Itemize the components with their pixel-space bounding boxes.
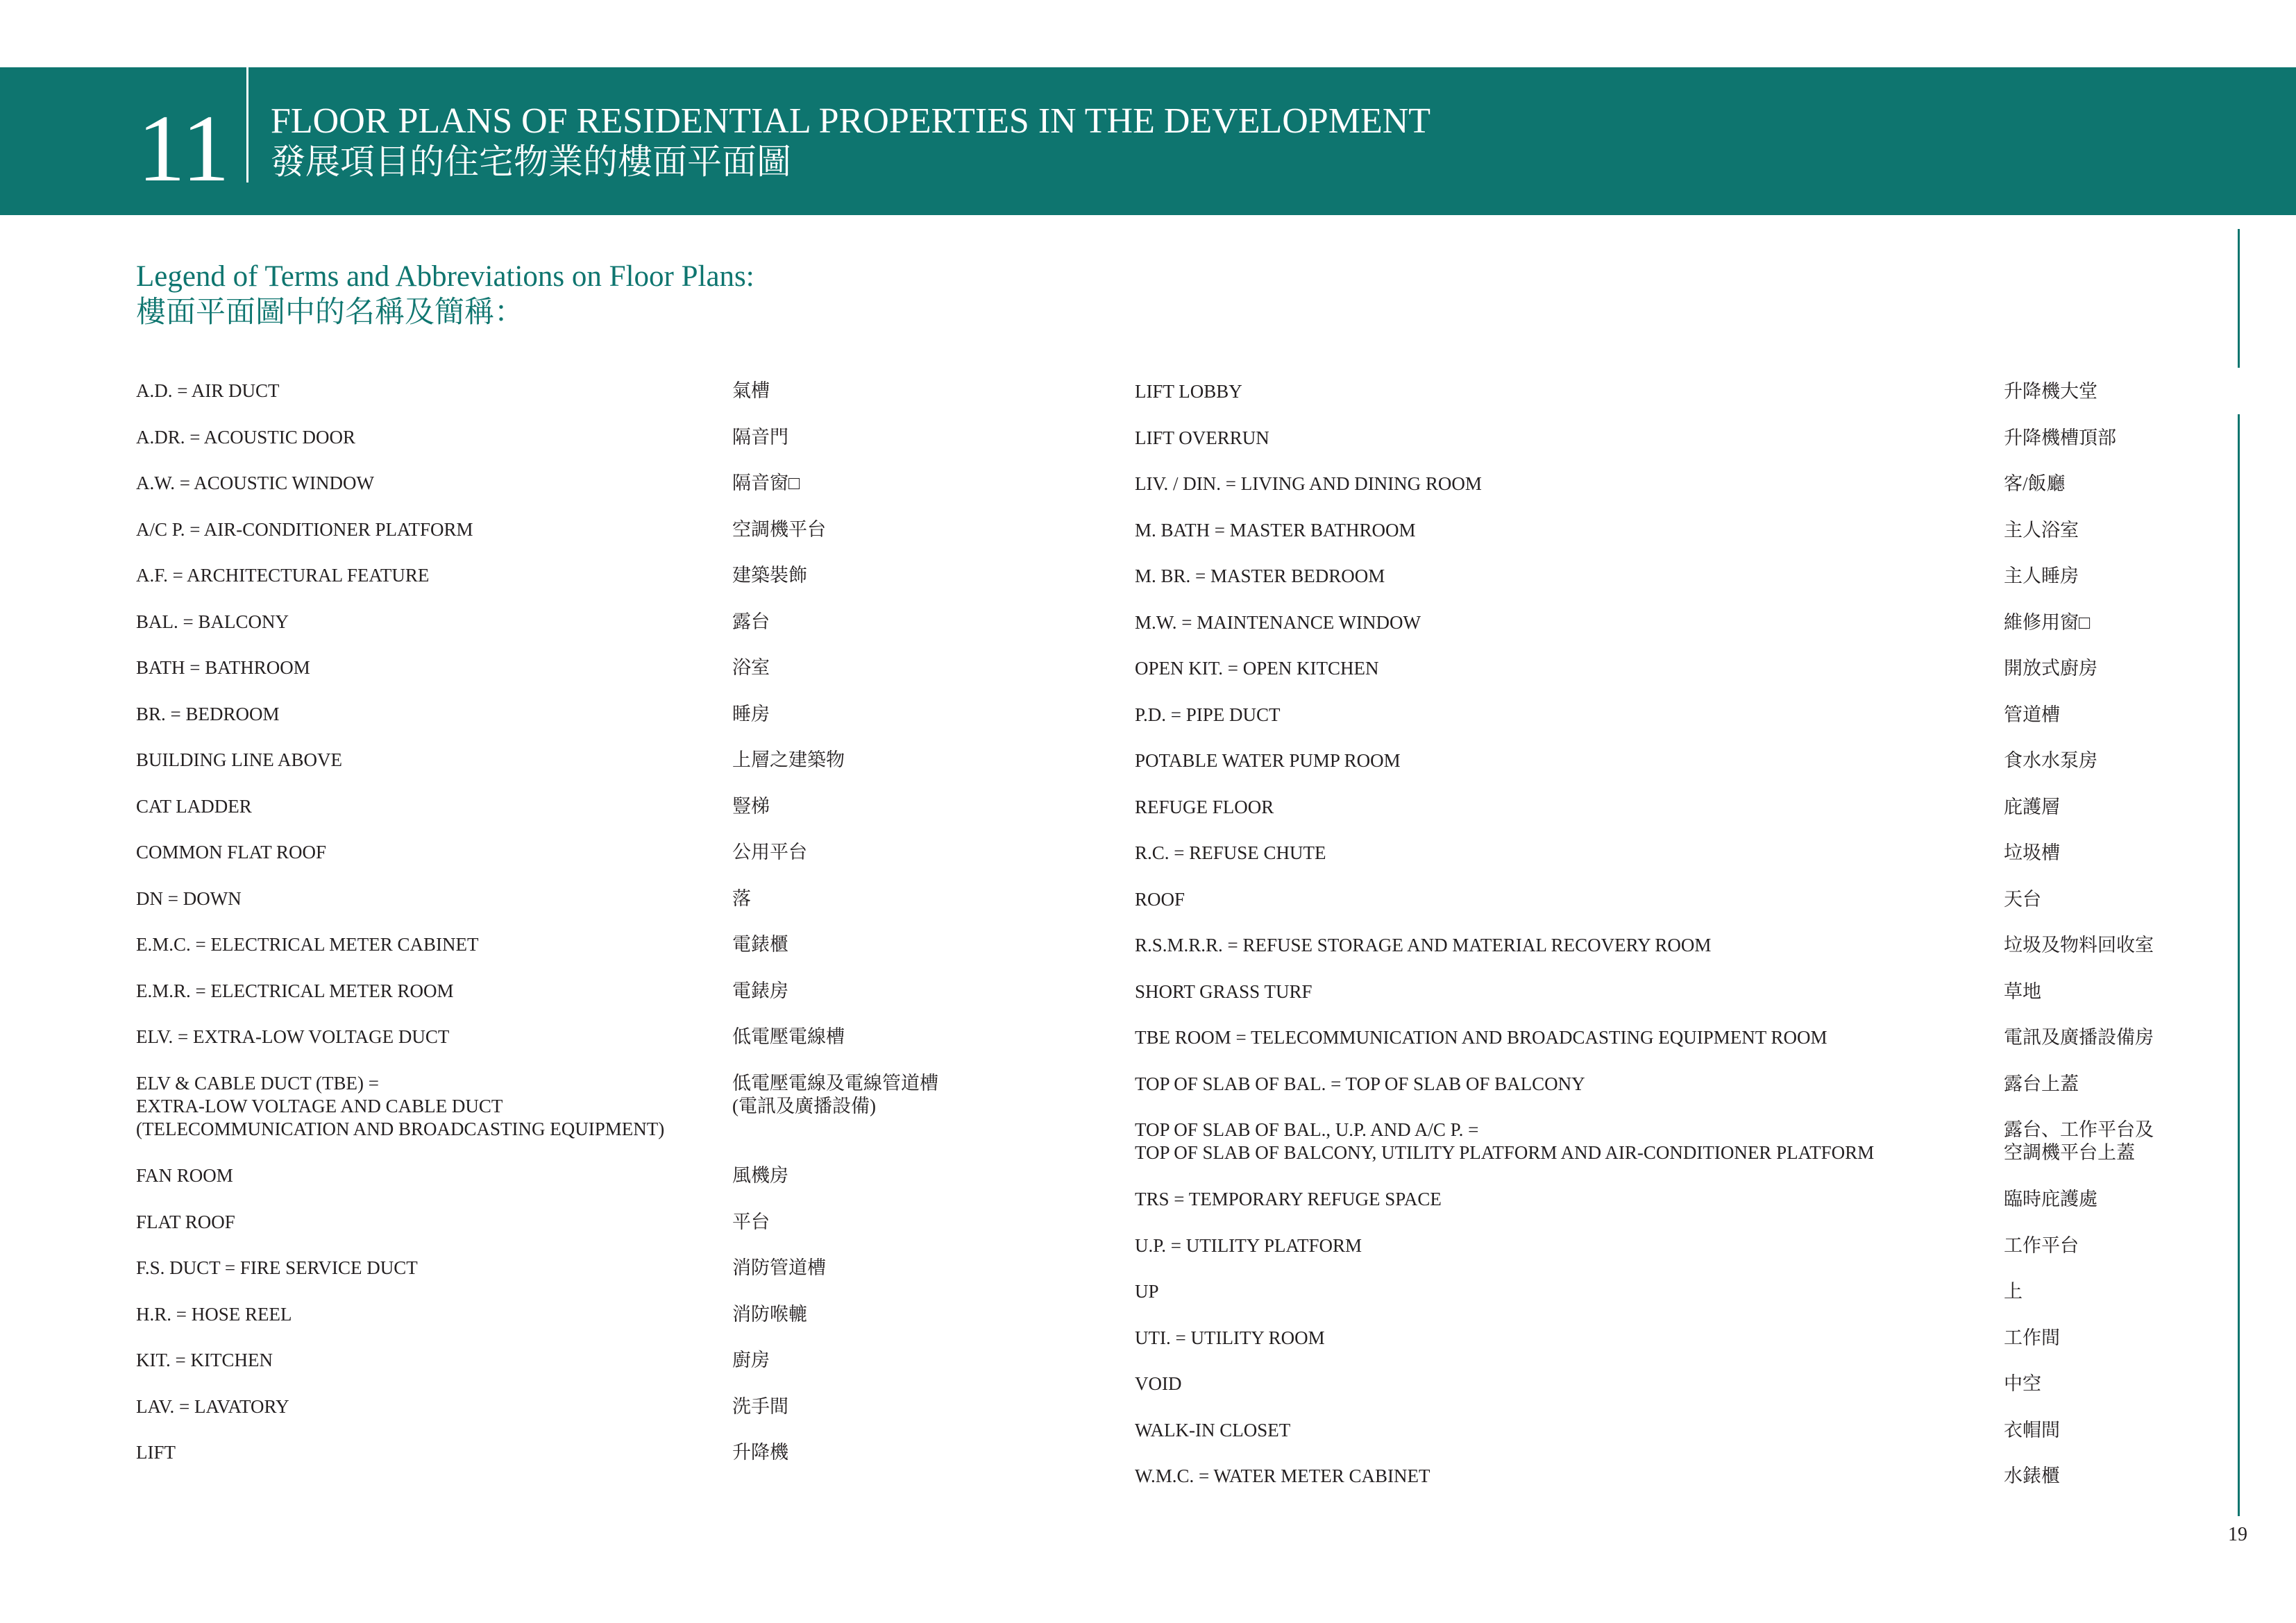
legend-term [136, 564, 429, 587]
legend-chinese-line: 管道槽 [2004, 704, 2060, 725]
legend-term [136, 1349, 273, 1372]
legend-term [136, 1303, 292, 1326]
page-title-chinese: 發展項目的住宅物業的樓面平面圖 [271, 142, 791, 181]
legend-chinese-line: 主人睡房 [2004, 566, 2079, 586]
legend-chinese-line: 露台上蓋 [2004, 1073, 2079, 1094]
legend-term [1135, 749, 1401, 772]
legend-chinese-line: 消防管道槽 [732, 1257, 826, 1278]
legend-chinese-line: 露台、工作平台及 [2004, 1119, 2154, 1140]
legend-term [136, 795, 252, 818]
legend-term [136, 1164, 233, 1187]
legend-term-line: TOP OF SLAB OF BALCONY, UTILITY PLATFORM AND AIR-CONDITIONER PLATFORM [1135, 1142, 1875, 1163]
legend-chinese-term [2004, 1234, 2079, 1257]
legend-chinese-line: 臨時庇護處 [2004, 1189, 2097, 1209]
legend-chinese-line: (電訊及廣播設備) [732, 1096, 876, 1116]
legend-term-line: M. BR. = MASTER BEDROOM [1135, 566, 1385, 586]
legend-chinese-term [2004, 1188, 2097, 1211]
legend-term-line: ELV & CABLE DUCT (TBE) = [136, 1073, 379, 1094]
legend-term [136, 887, 242, 910]
legend-chinese-term [732, 1349, 770, 1372]
legend-term [1135, 1373, 1182, 1395]
legend-term-line: TOP OF SLAB OF BAL., U.P. AND A/C P. = [1135, 1119, 1479, 1140]
legend-chinese-term [2004, 611, 2090, 634]
legend-chinese-term [2004, 657, 2097, 680]
page-number: 19 [2228, 1524, 2247, 1545]
legend-term-line: COMMON FLAT ROOF [136, 842, 327, 863]
legend-term-line: WALK-IN CLOSET [1135, 1420, 1291, 1441]
legend-chinese-term [2004, 842, 2060, 865]
legend-chinese-term [732, 518, 826, 541]
legend-chinese-term [732, 841, 807, 864]
legend-term-line: DN = DOWN [136, 888, 242, 909]
legend-term-line: R.S.M.R.R. = REFUSE STORAGE AND MATERIAL RECOVERY ROOM [1135, 935, 1712, 955]
legend-term [1135, 1419, 1290, 1442]
legend-heading-chinese: 樓面平面圖中的名稱及簡稱： [136, 296, 524, 329]
legend-chinese-term [2004, 519, 2079, 542]
legend-term [1135, 1073, 1585, 1096]
legend-chinese-line: 水錶櫃 [2004, 1465, 2060, 1486]
legend-term-line: LAV. = LAVATORY [136, 1396, 289, 1417]
legend-chinese-term [732, 426, 788, 449]
header-divider [246, 67, 248, 182]
legend-term [1135, 1119, 1874, 1164]
legend-chinese-line: 開放式廚房 [2004, 658, 2097, 679]
legend-chinese-line: 消防喉轆 [732, 1304, 807, 1325]
legend-chinese-line: 氣槽 [732, 380, 770, 401]
legend-term [136, 980, 453, 1003]
legend-term [136, 1026, 449, 1048]
legend-term-line: (TELECOMMUNICATION AND BROADCASTING EQUIPMENT) [136, 1119, 665, 1139]
legend-term-line: BR. = BEDROOM [136, 704, 280, 724]
legend-term [136, 703, 280, 726]
legend-term-line: BAL. = BALCONY [136, 611, 289, 632]
legend-term [136, 841, 326, 864]
legend-term-line: A.DR. = ACOUSTIC DOOR [136, 427, 356, 448]
legend-chinese-term [732, 1211, 770, 1234]
legend-chinese-term [732, 980, 788, 1003]
legend-term [1135, 565, 1385, 588]
legend-chinese-line: 庇護層 [2004, 797, 2060, 817]
legend-term [1135, 473, 1482, 495]
legend-chinese-line: 垃圾槽 [2004, 842, 2060, 863]
legend-term [136, 472, 374, 495]
legend-chinese-term [732, 1395, 788, 1418]
legend-term-line: POTABLE WATER PUMP ROOM [1135, 750, 1401, 771]
legend-chinese-line: 中空 [2004, 1373, 2041, 1394]
legend-term [1135, 1234, 1362, 1257]
legend-chinese-line: 草地 [2004, 981, 2041, 1002]
legend-chinese-line: 工作平台 [2004, 1235, 2079, 1256]
legend-chinese-term [2004, 1465, 2060, 1488]
legend-term-line: A.W. = ACOUSTIC WINDOW [136, 473, 374, 493]
legend-chinese-term [2004, 565, 2079, 588]
legend-chinese-term [732, 564, 807, 587]
legend-chinese-term [732, 1257, 826, 1280]
legend-term [136, 380, 279, 402]
legend-term [1135, 934, 1711, 957]
legend-term [1135, 611, 1421, 634]
legend-chinese-line: 睡房 [732, 704, 770, 724]
legend-term-line: FAN ROOM [136, 1165, 233, 1186]
legend-term [136, 426, 355, 449]
legend-chinese-term [2004, 427, 2116, 450]
legend-term-line: E.M.C. = ELECTRICAL METER CABINET [136, 934, 479, 955]
legend-chinese-line: 電錶房 [732, 980, 788, 1001]
legend-term-line: F.S. DUCT = FIRE SERVICE DUCT [136, 1257, 418, 1278]
legend-term [136, 656, 310, 679]
legend-chinese-term [2004, 1419, 2060, 1442]
legend-chinese-term [2004, 473, 2066, 495]
legend-chinese-line: 主人浴室 [2004, 520, 2079, 541]
legend-term [136, 1395, 289, 1418]
legend-chinese-line: 升降機大堂 [2004, 381, 2097, 402]
legend-chinese-term [2004, 380, 2097, 403]
legend-chinese-term [732, 1303, 807, 1326]
legend-chinese-line: 上 [2004, 1281, 2023, 1302]
legend-chinese-term [2004, 934, 2154, 957]
legend-chinese-term [2004, 749, 2097, 772]
legend-term-line: LIFT OVERRUN [1135, 427, 1269, 448]
section-number: 11 [137, 95, 230, 201]
legend-chinese-line: 公用平台 [732, 842, 807, 863]
legend-term [1135, 704, 1281, 726]
legend-term [1135, 519, 1416, 542]
legend-chinese-term [732, 1164, 788, 1187]
legend-term [136, 611, 289, 634]
legend-chinese-term [732, 795, 770, 818]
legend-term-line: U.P. = UTILITY PLATFORM [1135, 1235, 1362, 1256]
legend-chinese-line: 升降機槽頂部 [2004, 427, 2116, 448]
legend-term [1135, 1465, 1430, 1488]
legend-term-line: H.R. = HOSE REEL [136, 1304, 292, 1325]
legend-chinese-line: 露台 [732, 611, 770, 632]
legend-chinese-term [2004, 1119, 2154, 1164]
legend-term-line: A.F. = ARCHITECTURAL FEATURE [136, 565, 430, 586]
legend-chinese-line: 低電壓電線槽 [732, 1026, 845, 1047]
legend-chinese-line: 廚房 [732, 1350, 770, 1370]
legend-term-line: UP [1135, 1281, 1159, 1302]
legend-chinese-line: 隔音窗□ [732, 473, 800, 493]
legend-chinese-term [2004, 1280, 2023, 1303]
legend-chinese-line: 洗手間 [732, 1396, 788, 1417]
legend-chinese-line: 電錶櫃 [732, 934, 788, 955]
legend-chinese-term [732, 611, 770, 634]
legend-chinese-line: 天台 [2004, 889, 2041, 910]
legend-term-line: E.M.R. = ELECTRICAL METER ROOM [136, 980, 454, 1001]
legend-term [1135, 980, 1312, 1003]
legend-chinese-term [732, 1441, 788, 1464]
legend-term [1135, 842, 1326, 865]
legend-term-line: CAT LADDER [136, 796, 252, 817]
legend-term-line: LIV. / DIN. = LIVING AND DINING ROOM [1135, 473, 1482, 494]
legend-term [136, 518, 473, 541]
legend-term [1135, 888, 1185, 911]
legend-heading-english: Legend of Terms and Abbreviations on Floor Plans: [136, 260, 754, 293]
legend-chinese-line: 平台 [732, 1212, 770, 1232]
legend-chinese-line: 垃圾及物料回收室 [2004, 935, 2154, 955]
legend-term-line: LIFT [136, 1442, 176, 1463]
legend-chinese-term [732, 380, 770, 402]
legend-term-line: BATH = BATHROOM [136, 657, 310, 678]
legend-chinese-line: 升降機 [732, 1442, 788, 1463]
legend-chinese-term [2004, 1026, 2154, 1049]
side-rule-bottom [2238, 414, 2240, 1516]
legend-term-line: KIT. = KITCHEN [136, 1350, 273, 1370]
legend-chinese-term [732, 933, 788, 956]
legend-term-line: M. BATH = MASTER BATHROOM [1135, 520, 1416, 541]
legend-term [136, 1257, 418, 1280]
legend-chinese-line: 低電壓電線及電線管道槽 [732, 1073, 938, 1094]
legend-chinese-line: 空調機平台上蓋 [2004, 1142, 2135, 1163]
legend-term [1135, 1026, 1827, 1049]
legend-term [136, 1072, 664, 1141]
legend-term-line: FLAT ROOF [136, 1212, 235, 1232]
legend-chinese-term [732, 1026, 845, 1048]
legend-chinese-term [2004, 704, 2060, 726]
legend-term-line: A.D. = AIR DUCT [136, 380, 280, 401]
legend-term-line: W.M.C. = WATER METER CABINET [1135, 1465, 1430, 1486]
legend-chinese-term [2004, 796, 2060, 819]
legend-term-line: P.D. = PIPE DUCT [1135, 704, 1281, 725]
legend-chinese-term [732, 887, 751, 910]
legend-term-line: REFUGE FLOOR [1135, 797, 1274, 817]
legend-term-line: ELV. = EXTRA-LOW VOLTAGE DUCT [136, 1026, 450, 1047]
legend-term [1135, 796, 1274, 819]
legend-term-line: TOP OF SLAB OF BAL. = TOP OF SLAB OF BALCONY [1135, 1073, 1585, 1094]
legend-chinese-line: 維修用窗□ [2004, 612, 2091, 633]
legend-chinese-term [2004, 1327, 2060, 1350]
legend-term [1135, 1188, 1442, 1211]
legend-term-line: M.W. = MAINTENANCE WINDOW [1135, 612, 1421, 633]
legend-term [1135, 427, 1269, 450]
legend-chinese-term [732, 749, 845, 772]
legend-term-line: SHORT GRASS TURF [1135, 981, 1312, 1002]
legend-term [1135, 1327, 1325, 1350]
legend-chinese-term [2004, 980, 2041, 1003]
legend-chinese-line: 空調機平台 [732, 519, 826, 540]
legend-chinese-term [2004, 888, 2041, 911]
legend-chinese-term [732, 472, 800, 495]
legend-chinese-line: 上層之建築物 [732, 749, 845, 770]
legend-chinese-term [2004, 1373, 2041, 1395]
legend-term-line: A/C P. = AIR-CONDITIONER PLATFORM [136, 519, 473, 540]
legend-term-line: ROOF [1135, 889, 1185, 910]
legend-chinese-line: 食水水泵房 [2004, 750, 2097, 771]
legend-chinese-line: 浴室 [732, 657, 770, 678]
legend-chinese-line: 豎梯 [732, 796, 770, 817]
page-title-english: FLOOR PLANS OF RESIDENTIAL PROPERTIES IN THE DEVELOPMENT [271, 101, 1431, 141]
legend-term [1135, 380, 1242, 403]
side-rule-top [2238, 229, 2240, 368]
legend-term [1135, 1280, 1159, 1303]
legend-chinese-line: 工作間 [2004, 1327, 2060, 1348]
legend-chinese-line: 風機房 [732, 1165, 788, 1186]
legend-term-line: OPEN KIT. = OPEN KITCHEN [1135, 658, 1379, 679]
legend-term [136, 933, 478, 956]
legend-term [136, 1211, 235, 1234]
legend-term-line: EXTRA-LOW VOLTAGE AND CABLE DUCT [136, 1096, 503, 1116]
legend-chinese-line: 電訊及廣播設備房 [2004, 1027, 2154, 1048]
legend-chinese-term [732, 703, 770, 726]
legend-chinese-term [732, 1072, 938, 1118]
legend-term [136, 749, 342, 772]
legend-term-line: UTI. = UTILITY ROOM [1135, 1327, 1325, 1348]
legend-chinese-line: 落 [732, 888, 751, 909]
legend-term-line: LIFT LOBBY [1135, 381, 1242, 402]
legend-term-line: VOID [1135, 1373, 1182, 1394]
legend-chinese-line: 建築裝飾 [732, 565, 807, 586]
legend-chinese-term [2004, 1073, 2079, 1096]
legend-term [136, 1441, 176, 1464]
legend-term-line: TRS = TEMPORARY REFUGE SPACE [1135, 1189, 1442, 1209]
legend-chinese-term [732, 656, 770, 679]
legend-chinese-line: 衣帽間 [2004, 1420, 2060, 1441]
legend-term-line: BUILDING LINE ABOVE [136, 749, 342, 770]
legend-term-line: TBE ROOM = TELECOMMUNICATION AND BROADCASTING EQUIPMENT ROOM [1135, 1027, 1827, 1048]
legend-chinese-line: 隔音門 [732, 427, 788, 448]
legend-term [1135, 657, 1378, 680]
legend-chinese-line: 客/飯廳 [2004, 473, 2066, 494]
legend-term-line: R.C. = REFUSE CHUTE [1135, 842, 1326, 863]
